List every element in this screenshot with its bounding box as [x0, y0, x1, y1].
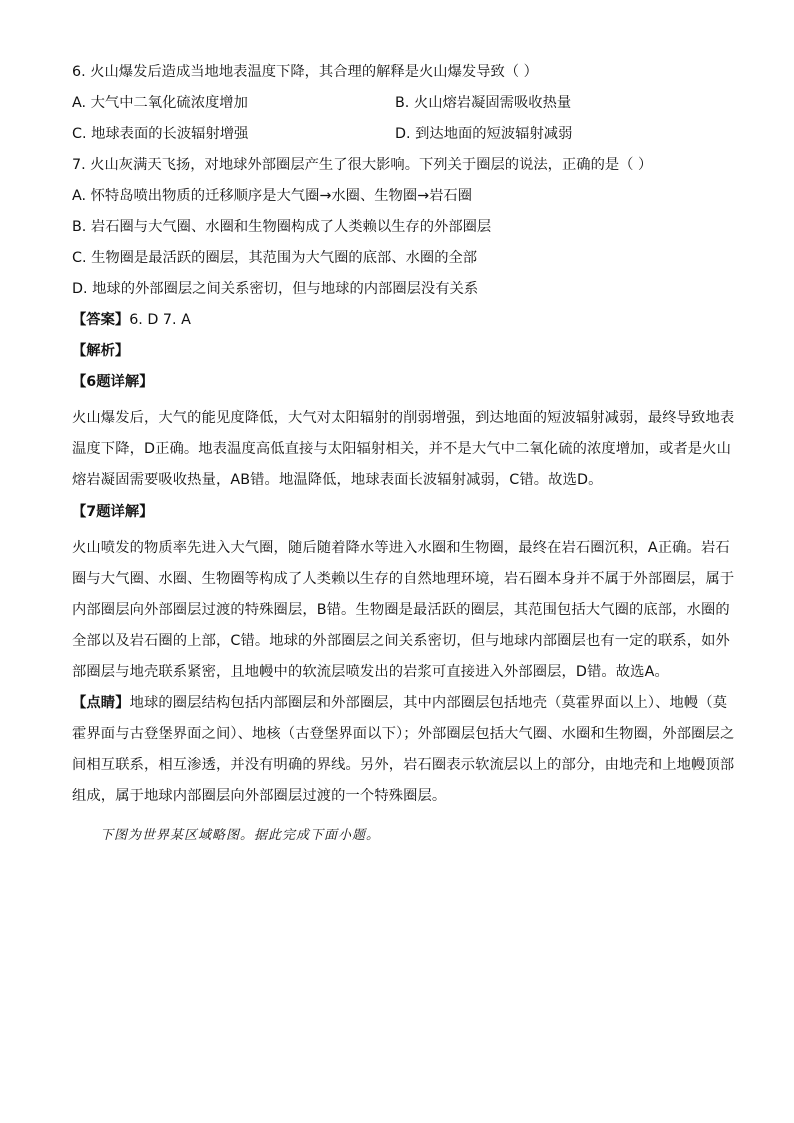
detail-6-line: 温度下降，D正确。地表温度高低直接与太阳辐射相关，并不是大气中二氧化硫的浓度增加，或者是火山 [72, 441, 731, 457]
tip-line: 霍界面与古登堡界面之间）、地核（古登堡界面以下）；外部圈层包括大气圈、水圈和生物圈，外部圈层之 [72, 726, 735, 742]
question-6-stem: 6. 火山爆发后造成当地地表温度下降，其合理的解释是火山爆发导致（ ） [72, 64, 538, 80]
detail-7-line: 圈与大气圈、水圈、生物圈等构成了人类赖以生存的自然地理环境，岩石圈本身并不属于外部圈层，属于 [72, 571, 735, 587]
detail-7-line: 内部圈层向外部圈层过渡的特殊圈层，B错。生物圈是最活跃的圈层，其范围包括大气圈的底部，水圈的 [72, 602, 730, 618]
document-page [72, 62, 735, 843]
question-7-option-b: B. 岩石圈与大气圈、水圈和生物圈构成了人类赖以生存的外部圈层 [72, 219, 492, 235]
next-section-intro: 下图为世界某区域略图。据此完成下面小题。 [100, 828, 381, 843]
detail-7-text [72, 533, 735, 688]
detail-7-heading [72, 502, 732, 522]
question-6-options-row-1 [72, 93, 732, 113]
detail-6-line: 火山爆发后，大气的能见度降低，大气对太阳辐射的削弱增强，到达地面的短波辐射减弱，最终导致地表 [72, 410, 735, 426]
detail-7-line: 部圈层与地壳联系紧密，且地幔中的软流层喷发出的岩浆可直接进入外部圈层，D错。故选A。 [72, 664, 669, 680]
question-7-option-a: A. 怀特岛喷出物质的迁移顺序是大气圈→水圈、生物圈→岩石圈 [72, 188, 472, 204]
detail-6-text [72, 403, 735, 496]
detail-7-line: 全部以及岩石圈的上部，C错。地球的外部圈层之间关系密切，但与地球内部圈层也有一定的联系，如外 [72, 633, 730, 649]
question-6-option-c: C. 地球表面的长波辐射增强 [72, 126, 249, 142]
detail-6-line: 熔岩凝固需要吸收热量，AB错。地温降低，地球表面长波辐射减弱，C错。故选D。 [72, 472, 603, 488]
answer-label: 【答案】 [72, 312, 130, 328]
question-6-option-d: D. 到达地面的短波辐射减弱 [395, 126, 573, 142]
question-6-option-b: B. 火山熔岩凝固需吸收热量 [395, 95, 572, 111]
answer-value: 6. D 7. A [129, 312, 191, 328]
tip-label: 【点睛】 [72, 695, 130, 711]
tip-line: 间相互联系，相互渗透，并没有明确的界线。另外，岩石圈表示软流层以上的部分，由地壳和上地幔顶部 [72, 757, 735, 773]
question-7-option-c: C. 生物圈是最活跃的圈层，其范围为大气圈的底部、水圈的全部 [72, 250, 478, 266]
detail-7-label: 【7题详解】 [72, 504, 154, 520]
question-7-option-d: D. 地球的外部圈层之间关系密切，但与地球的内部圈层没有关系 [72, 281, 479, 297]
question-6-option-a: A. 大气中二氧化硫浓度增加 [72, 95, 248, 111]
answer-line [72, 310, 732, 330]
detail-6-label: 【6题详解】 [72, 374, 154, 390]
question-6-options-row-2 [72, 124, 732, 144]
analysis-label: 【解析】 [72, 343, 130, 359]
question-7-stem: 7. 火山灰满天飞扬，对地球外部圈层产生了很大影响。下列关于圈层的说法，正确的是（ ） [72, 157, 653, 173]
tip-line: 组成，属于地球内部圈层向外部圈层过渡的一个特殊圈层。 [72, 788, 447, 804]
analysis-heading [72, 341, 732, 361]
detail-7-line: 火山喷发的物质率先进入大气圈，随后随着降水等进入水圈和生物圈，最终在岩石圈沉积，A正确。岩石 [72, 540, 730, 556]
tip-first-line [72, 688, 732, 719]
tip-first-text: 地球的圈层结构包括内部圈层和外部圈层，其中内部圈层包括地壳（莫霍界面以上）、地幔（莫 [129, 695, 728, 711]
detail-6-heading [72, 372, 732, 392]
tip-text [72, 688, 735, 812]
